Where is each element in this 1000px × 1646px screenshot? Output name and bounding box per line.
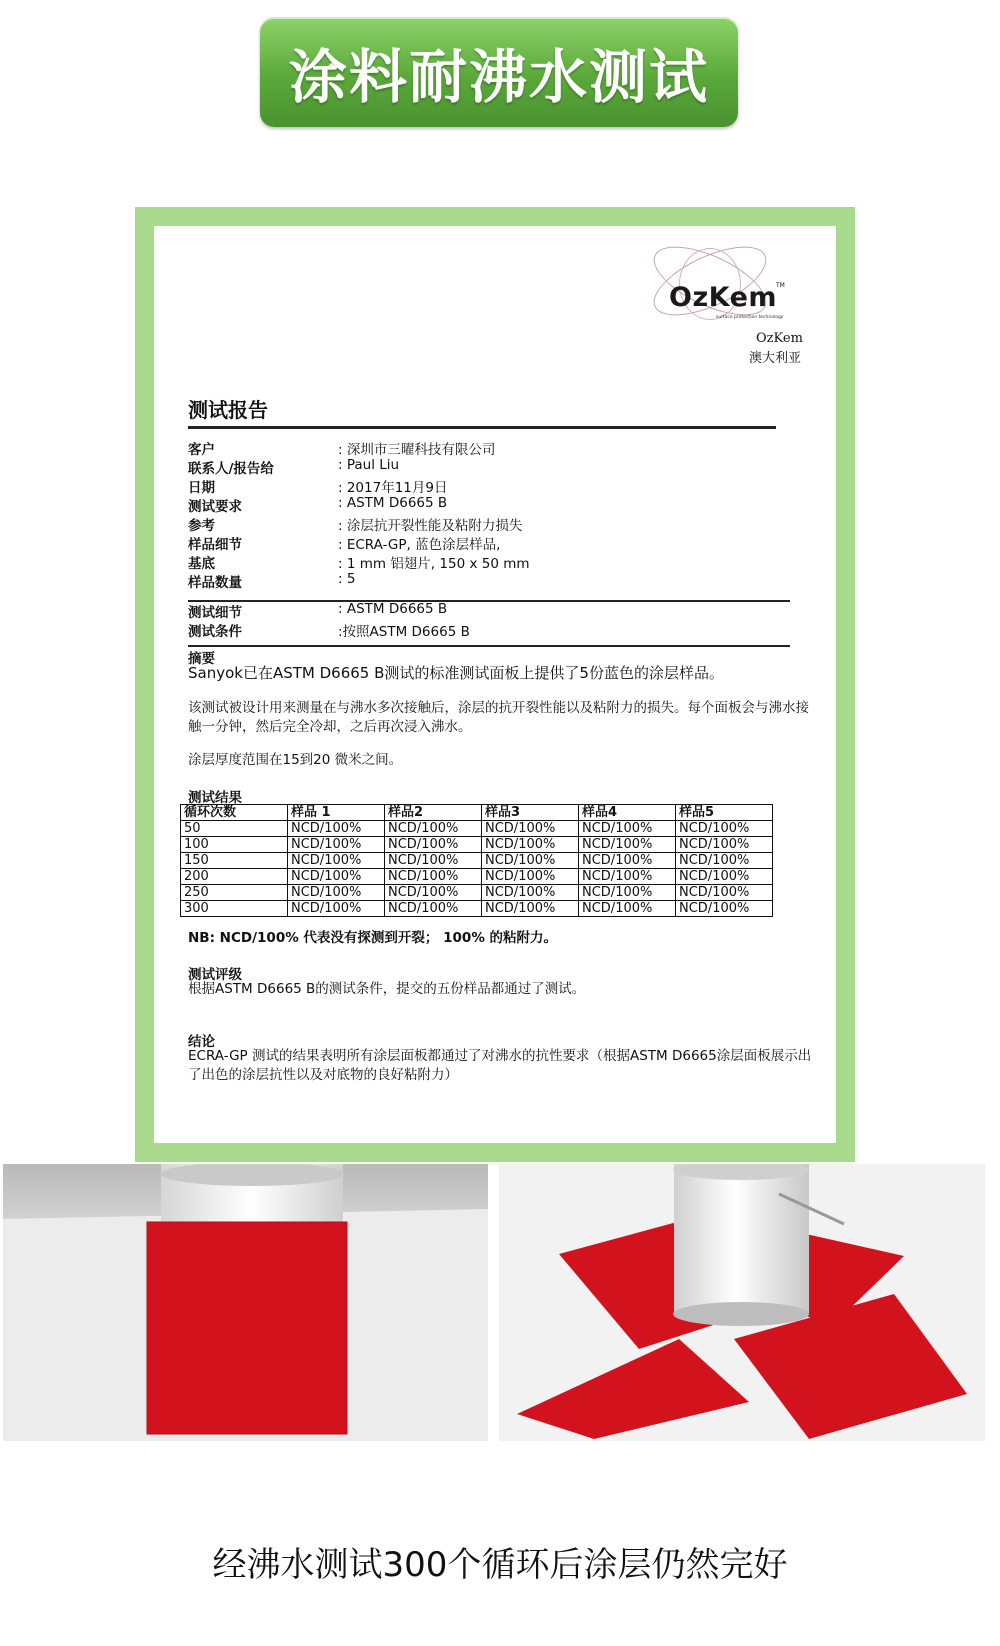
title-rule [188, 426, 776, 429]
conclusion-text: ECRA-GP 测试的结果表明所有涂层面板都通过了对沸水的抗性要求（根据ASTM D6665涂层面板展示出了出色的涂层抗性以及对底物的良好粘附力） [188, 1048, 812, 1083]
field-value: :按照ASTM D6665 B [338, 624, 470, 640]
table-cell: NCD/100% [288, 869, 385, 885]
field-value: : 1 mm 铝翅片, 150 x 50 mm [338, 556, 530, 572]
banner-title: 涂料耐沸水测试 [288, 43, 709, 111]
field-label: 参考 [188, 518, 215, 534]
table-cell: NCD/100% [676, 837, 773, 853]
table-cell: NCD/100% [579, 837, 676, 853]
table-cell: NCD/100% [482, 837, 579, 853]
table-row [181, 869, 773, 885]
table-header-cell: 样品 1 [288, 805, 385, 821]
table-cell: NCD/100% [288, 853, 385, 869]
table-cell: 100 [181, 837, 288, 853]
field-value: : 5 [338, 571, 356, 587]
table-cell: NCD/100% [385, 821, 482, 837]
table-cell: NCD/100% [482, 869, 579, 885]
field-row [188, 601, 470, 620]
table-cell: NCD/100% [385, 837, 482, 853]
table-cell: NCD/100% [676, 869, 773, 885]
field-row [188, 514, 530, 533]
field-label: 客户 [188, 442, 215, 458]
table-cell: NCD/100% [579, 901, 676, 917]
table-cell: 150 [181, 853, 288, 869]
logo-brand: OzKem [669, 282, 778, 313]
grade-text: 根据ASTM D6665 B的测试条件，提交的五份样品都通过了测试。 [188, 981, 586, 997]
results-table [180, 804, 773, 917]
field-label: 样品细节 [188, 537, 242, 553]
field-row [188, 571, 530, 590]
field-label: 测试要求 [188, 499, 242, 515]
table-cell: NCD/100% [385, 869, 482, 885]
table-cell: NCD/100% [579, 869, 676, 885]
table-cell: 300 [181, 901, 288, 917]
field-row [188, 552, 530, 571]
field-value: : ASTM D6665 B [338, 601, 448, 617]
table-cell: NCD/100% [579, 885, 676, 901]
conclusion-title: 结论 [188, 1034, 215, 1050]
photo-single-panel [3, 1164, 488, 1441]
table-header-cell: 循环次数 [181, 805, 288, 821]
field-value: : 涂层抗开裂性能及粘附力损失 [338, 518, 523, 534]
test-fields [188, 601, 470, 639]
logo-tm: TM [776, 282, 785, 289]
table-cell: NCD/100% [482, 821, 579, 837]
table-cell: NCD/100% [676, 901, 773, 917]
table-cell: NCD/100% [676, 853, 773, 869]
table-cell: NCD/100% [288, 837, 385, 853]
table-header-cell: 样品3 [482, 805, 579, 821]
summary-title: 摘要 [188, 651, 215, 667]
table-header-cell: 样品4 [579, 805, 676, 821]
results-title: 测试结果 [188, 790, 242, 806]
table-cell: NCD/100% [385, 901, 482, 917]
logo-tagline: surface protection technology [716, 315, 784, 320]
report-frame [135, 207, 855, 1162]
report-document [154, 226, 836, 1143]
table-row [181, 837, 773, 853]
table-cell: 50 [181, 821, 288, 837]
table-cell: NCD/100% [676, 885, 773, 901]
table-row [181, 885, 773, 901]
result-note: NB: NCD/100% 代表没有探测到开裂； 100% 的粘附力。 [188, 930, 558, 946]
table-cell: NCD/100% [288, 885, 385, 901]
summary-paragraph-1: Sanyok已在ASTM D6665 B测试的标准测试面板上提供了5份蓝色的涂层样品。 [188, 664, 724, 682]
field-label: 样品数量 [188, 575, 242, 591]
table-cell: NCD/100% [385, 885, 482, 901]
table-cell: NCD/100% [482, 885, 579, 901]
field-value: : Paul Liu [338, 457, 400, 473]
field-label: 联系人/报告给 [188, 461, 274, 477]
field-label: 日期 [188, 480, 215, 496]
report-title: 测试报告 [188, 398, 268, 422]
table-cell: NCD/100% [482, 901, 579, 917]
table-cell: NCD/100% [288, 821, 385, 837]
table-cell: NCD/100% [676, 821, 773, 837]
field-value: : 深圳市三曜科技有限公司 [338, 442, 496, 458]
grade-title: 测试评级 [188, 967, 242, 983]
table-header-cell: 样品2 [385, 805, 482, 821]
table-header-cell: 样品5 [676, 805, 773, 821]
field-row [188, 620, 470, 639]
field-row [188, 495, 530, 514]
field-label: 基底 [188, 556, 215, 572]
report-fields [188, 438, 530, 590]
logo-sub-country: 澳大利亚 [749, 351, 802, 366]
field-row [188, 476, 530, 495]
field-row [188, 438, 530, 457]
table-cell: NCD/100% [385, 853, 482, 869]
field-value: : ECRA-GP, 蓝色涂层样品, [338, 537, 501, 553]
field-label: 测试细节 [188, 605, 242, 621]
field-row [188, 457, 530, 476]
summary-paragraph-3: 涂层厚度范围在15到20 微米之间。 [188, 752, 403, 768]
table-row [181, 901, 773, 917]
divider-2 [188, 645, 790, 647]
field-value: : 2017年11月9日 [338, 480, 448, 496]
table-cell: 200 [181, 869, 288, 885]
title-banner [260, 17, 738, 127]
table-row [181, 821, 773, 837]
field-label: 测试条件 [188, 624, 242, 640]
summary-paragraph-2: 该测试被设计用来测量在与沸水多次接触后，涂层的抗开裂性能以及粘附力的损失。每个面板会与沸水接触一分钟，然后完全冷却，之后再次浸入沸水。 [188, 700, 809, 735]
photo-caption: 经沸水测试300个循环后涂层仍然完好 [212, 1545, 788, 1585]
table-cell: NCD/100% [579, 853, 676, 869]
ozkem-logo [644, 248, 804, 368]
logo-sub-name: OzKem [756, 331, 803, 346]
table-row [181, 853, 773, 869]
field-value: : ASTM D6665 B [338, 495, 448, 511]
photo-panel-cross [499, 1164, 985, 1441]
table-cell: NCD/100% [579, 821, 676, 837]
field-row [188, 533, 530, 552]
table-cell: NCD/100% [288, 901, 385, 917]
table-cell: 250 [181, 885, 288, 901]
table-cell: NCD/100% [482, 853, 579, 869]
